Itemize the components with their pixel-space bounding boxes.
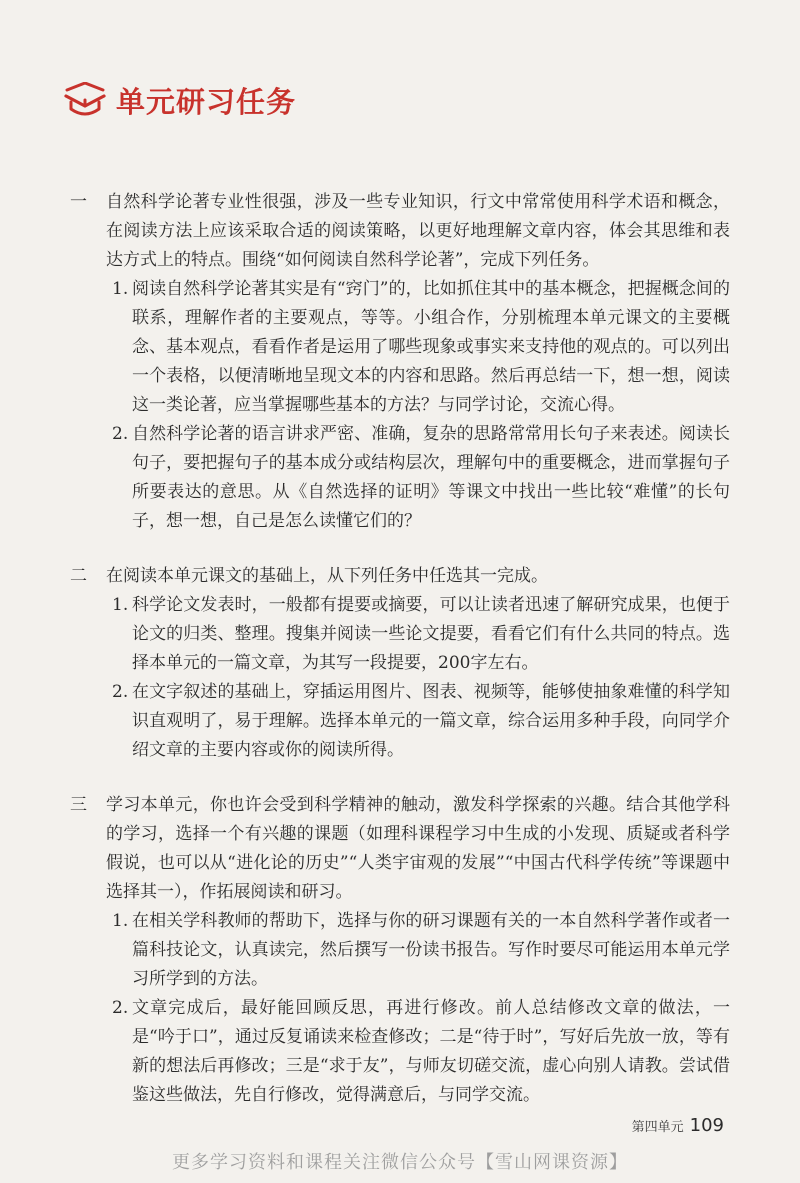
item-number: 1.: [112, 911, 129, 931]
section-number: 三: [70, 795, 87, 815]
item-text: 自然科学论著的语言讲求严密、准确，复杂的思路常常用长句子来表述。阅读长句子，要把握句子的基本成分或结构层次，理解句中的重要概念，进而掌握句子所要表达的意思。从《自然选择的证明》等课文中找出一些比较“难懂”的长句子，想一想，自己是怎么读懂它们的？: [132, 424, 730, 531]
section-intro: 学习本单元，你也许会受到科学精神的触动，激发科学探索的兴趣。结合其他学科的学习，选择一个有兴趣的课题（如理科课程学习中生成的小发现、质疑或者科学假说，也可以从“进化论的历史”“人类宇宙观的发展”“中国古代科学传统”等课题中选择其一），作拓展阅读和研习。: [106, 795, 730, 902]
task-item: [106, 907, 730, 994]
section-number: 二: [70, 566, 87, 586]
task-item: [106, 994, 730, 1110]
item-number: 2.: [112, 998, 129, 1018]
section-number: 一: [70, 192, 87, 212]
watermark-text: 更多学习资料和课程关注微信公众号【雪山网课资源】: [172, 1152, 628, 1173]
task-item: [106, 678, 730, 765]
item-number: 2.: [112, 424, 129, 444]
page-title: 单元研习任务: [116, 85, 297, 119]
section-intro: 自然科学论著专业性很强，涉及一些专业知识，行文中常常使用科学术语和概念，在阅读方法上应该采取合适的阅读策略，以更好地理解文章内容，体会其思维和表达方式上的特点。围绕“如何阅读自然科学论著”，完成下列任务。: [106, 192, 730, 270]
item-text: 科学论文发表时，一般都有提要或摘要，可以让读者迅速了解研究成果，也便于论文的归类、整理。搜集并阅读一些论文提要，看看它们有什么共同的特点。选择本单元的一篇文章，为其写一段提要，200字左右。: [132, 595, 730, 673]
section-heading: [62, 80, 296, 121]
task-section-3: [70, 791, 730, 1110]
task-item: [106, 420, 730, 536]
task-item: [106, 591, 730, 678]
item-number: 1.: [112, 595, 129, 615]
task-list: [70, 188, 730, 1136]
page-number: 109: [689, 1115, 724, 1136]
task-section-2: [70, 562, 730, 765]
section-intro: 在阅读本单元课文的基础上，从下列任务中任选其一完成。: [106, 566, 548, 586]
unit-label: 第四单元: [631, 1120, 684, 1135]
task-section-1: [70, 188, 730, 536]
item-text: 在文字叙述的基础上，穿插运用图片、图表、视频等，能够使抽象难懂的科学知识直观明了，易于理解。选择本单元的一篇文章，综合运用多种手段，向同学介绍文章的主要内容或你的阅读所得。: [132, 682, 730, 760]
item-text: 阅读自然科学论著其实是有“窍门”的，比如抓住其中的基本概念，把握概念间的联系，理解作者的主要观点，等等。小组合作，分别梳理本单元课文的主要概念、基本观点，看看作者是运用了哪些现象或事实来支持他的观点的。可以列出一个表格，以便清晰地呈现文本的内容和思路。然后再总结一下，想一想，阅读这一类论著，应当掌握哪些基本的方法？与同学讨论，交流心得。: [132, 279, 730, 415]
item-number: 2.: [112, 682, 129, 702]
graduation-cap-icon: [62, 82, 108, 120]
item-number: 1.: [112, 279, 129, 299]
item-text: 在相关学科教师的帮助下，选择与你的研习课题有关的一本自然科学著作或者一篇科技论文，认真读完，然后撰写一份读书报告。写作时要尽可能运用本单元学习所学到的方法。: [132, 911, 730, 989]
item-text: 文章完成后，最好能回顾反思，再进行修改。前人总结修改文章的做法，一是“吟于口”，通过反复诵读来检查修改；二是“待于时”，写好后先放一放，等有新的想法后再修改；三是“求于友”，与师友切磋交流，虚心向别人请教。尝试借鉴这些做法，先自行修改，觉得满意后，与同学交流。: [132, 998, 730, 1105]
page-footer: [632, 1115, 724, 1136]
task-item: [106, 275, 730, 420]
